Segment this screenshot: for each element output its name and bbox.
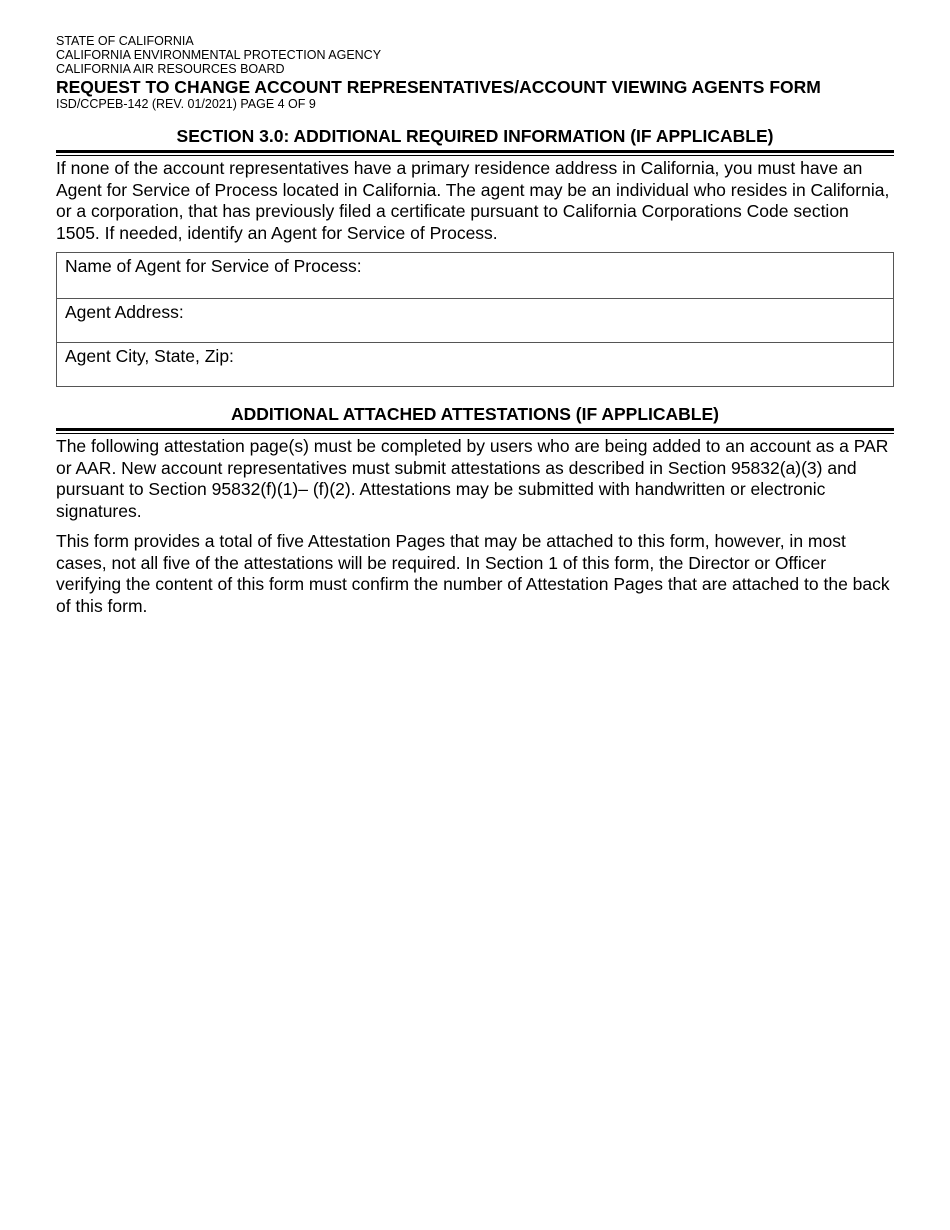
form-page <box>56 34 894 617</box>
state-name: STATE OF CALIFORNIA <box>56 34 194 48</box>
section-3-heading: SECTION 3.0: ADDITIONAL REQUIRED INFORMATION (IF APPLICABLE) <box>176 126 774 146</box>
agent-fields-table <box>56 252 894 387</box>
section-3 <box>56 126 894 387</box>
agent-name-label: Name of Agent for Service of Process: <box>65 256 362 276</box>
attestations-section <box>56 404 894 617</box>
section-divider <box>56 428 894 434</box>
board-name: CALIFORNIA AIR RESOURCES BOARD <box>56 62 285 76</box>
agent-address-field[interactable] <box>57 298 893 342</box>
agent-city-state-zip-field[interactable] <box>57 342 893 386</box>
agent-city-state-zip-label: Agent City, State, Zip: <box>65 346 234 366</box>
attestations-paragraph-2: This form provides a total of five Attestation Pages that may be attached to this form, however, in most cases, not all five of the attestations will be required. In Section 1 of this form, the Director or Officer verifying the content of this form must confirm the number of Attestation Pages that are attached to the back of this form. <box>56 531 890 616</box>
section-3-intro: If none of the account representatives have a primary residence address in California, you must have an Agent for Service of Process located in California. The agent may be an individual who resides in California, or a corporation, that has previously filed a certificate pursuant to California Corporations Code section 1505. If needed, identify an Agent for Service of Process. <box>56 158 890 243</box>
agent-address-label: Agent Address: <box>65 302 184 322</box>
form-id: ISD/CCPEB-142 (REV. 01/2021) PAGE 4 OF 9 <box>56 97 316 111</box>
form-title: REQUEST TO CHANGE ACCOUNT REPRESENTATIVES/ACCOUNT VIEWING AGENTS FORM <box>56 77 821 97</box>
agency-name: CALIFORNIA ENVIRONMENTAL PROTECTION AGENCY <box>56 48 382 62</box>
document-header <box>56 34 894 111</box>
attestations-paragraph-1: The following attestation page(s) must be completed by users who are being added to an account as a PAR or AAR. New account representatives must submit attestations as described in Section 95832(a)(3) and pursuant to Section 95832(f)(1)– (f)(2). Attestations may be submitted with handwritten or electronic signatures. <box>56 436 889 521</box>
attestations-heading: ADDITIONAL ATTACHED ATTESTATIONS (IF APPLICABLE) <box>230 404 720 424</box>
agent-name-field[interactable] <box>57 253 893 298</box>
section-divider <box>56 150 894 156</box>
